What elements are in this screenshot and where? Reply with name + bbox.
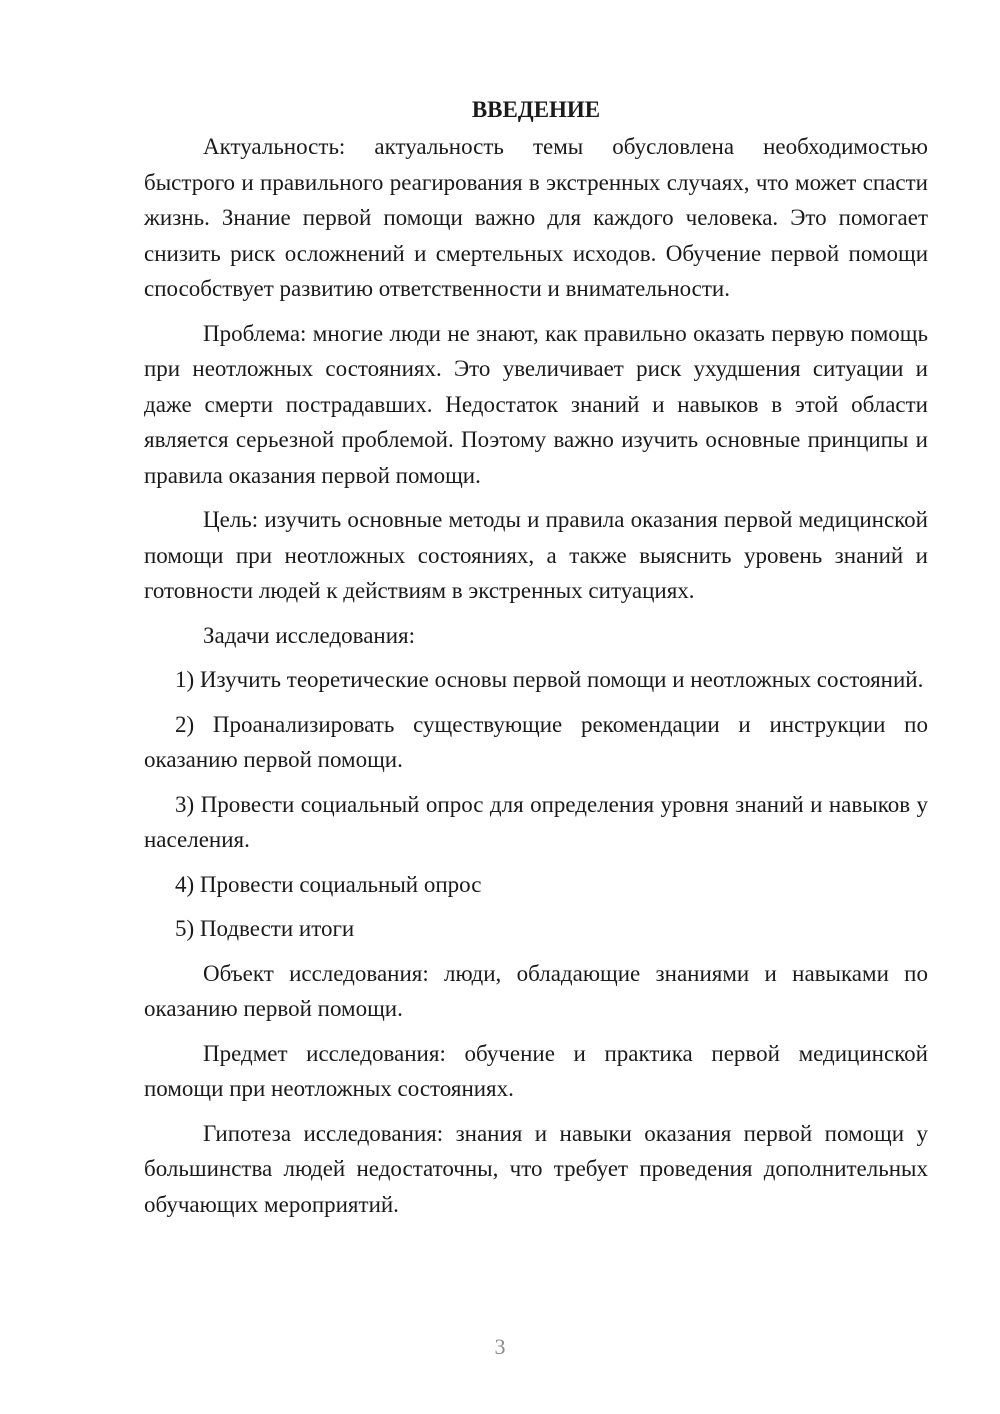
- task-item-3: 3) Провести социальный опрос для определения уровня знаний и навыков у населения.: [144, 791, 928, 852]
- paragraph-tasks-heading: Задачи исследования:: [203, 622, 416, 648]
- paragraph-goal: Цель: изучить основные методы и правила оказания первой медицинской помощи при неотложных состояниях, а также выяснить уровень знаний и готовности людей к действиям в экстренных ситуациях.: [144, 507, 928, 603]
- paragraph-hypothesis: Гипотеза исследования: знания и навыки оказания первой помощи у большинства людей недостаточны, что требует проведения дополнительных обучающих мероприятий.: [144, 1120, 928, 1217]
- paragraph-object: Объект исследования: люди, обладающие знаниями и навыками по оказанию первой помощи.: [144, 960, 928, 1021]
- page-content: [144, 92, 928, 1231]
- task-item-2: 2) Проанализировать существующие рекомендации и инструкции по оказанию первой помощи.: [144, 711, 928, 772]
- paragraph-subject: Предмет исследования: обучение и практика первой медицинской помощи при неотложных состояниях.: [144, 1040, 928, 1101]
- task-item-1: 1) Изучить теоретические основы первой помощи и неотложных состояний.: [175, 667, 924, 692]
- page-number: 3: [494, 1334, 506, 1359]
- paragraph-relevance: Актуальность: актуальность темы обусловлена необходимостью быстрого и правильного реагирования в экстренных случаях, что может спасти жизнь. Знание первой помощи важно для каждого человека. Это помогает снизить риск осложнений и смертельных исходов. Обучение первой помощи способствует развитию ответственности и внимательности.: [144, 134, 928, 301]
- section-title: ВВЕДЕНИЕ: [471, 97, 601, 122]
- task-item-5: 5) Подвести итоги: [175, 916, 355, 941]
- task-item-4: 4) Провести социальный опрос: [175, 871, 482, 897]
- paragraph-problem: Проблема: многие люди не знают, как правильно оказать первую помощь при неотложных состояниях. Это увеличивает риск ухудшения ситуации и даже смерти пострадавших. Недостаток знаний и навыков в этой области является серьезной проблемой. Поэтому важно изучить основные принципы и правила оказания первой помощи.: [144, 320, 928, 488]
